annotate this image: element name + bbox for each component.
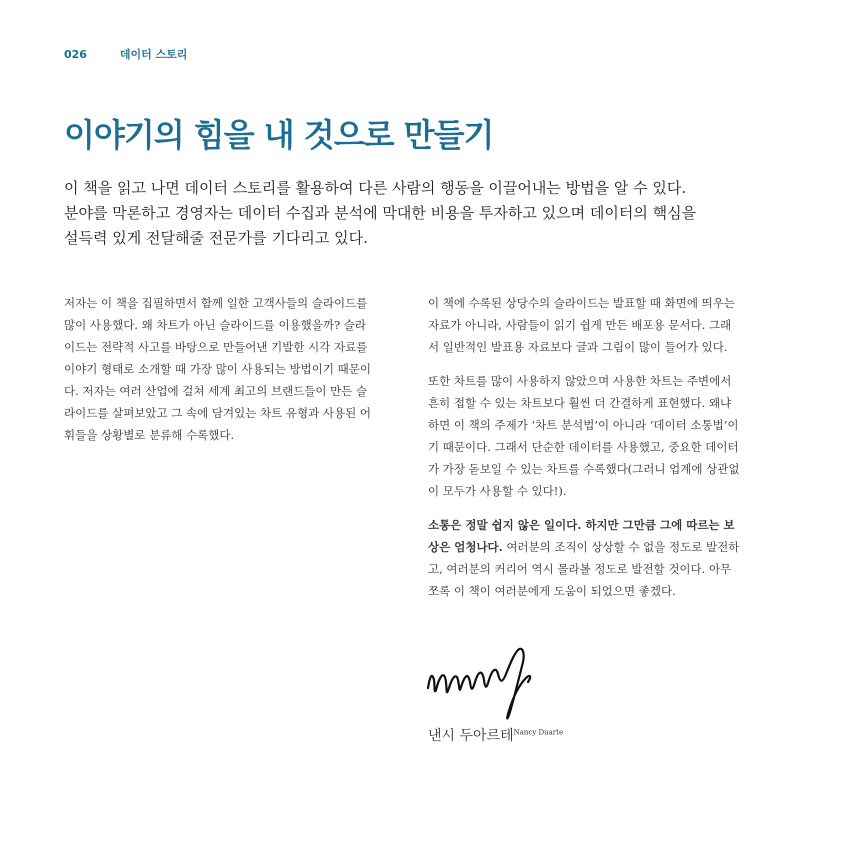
text-line: 이 책에 수록된 상당수의 슬라이드는 발표할 때 화면에 띄우는: [428, 296, 735, 310]
text-line: 이야기 형태로 소개할 때 가장 많이 사용되는 방법이기 때문이: [64, 362, 371, 376]
right-paragraph-3: [428, 514, 768, 602]
author-name-korean: 낸시 두아르테: [428, 728, 514, 744]
right-paragraph-1: [428, 292, 768, 358]
page-header: [64, 46, 187, 62]
handwritten-signature: [422, 638, 542, 723]
author-name-english: Nancy Duarte: [513, 728, 564, 737]
right-column: [428, 292, 768, 614]
signature-name: [428, 725, 563, 745]
left-column: [64, 292, 404, 458]
section-name: 데이터 스토리: [119, 48, 188, 61]
right-paragraph-2: [428, 370, 768, 502]
text-line: 이 모두가 사용할 수 있다!).: [428, 484, 567, 498]
text-line: [428, 514, 768, 536]
text-line: 다. 저자는 여러 산업에 걸쳐 세계 최고의 브랜드들이 만든 슬: [64, 384, 368, 398]
page-number: 026: [64, 48, 87, 61]
text-line: 하면 이 책의 주제가 ‘차트 분석법’이 아니라 ‘데이터 소통법’이: [428, 418, 739, 432]
text-line: 이드는 전략적 사고를 바탕으로 만들어낸 기발한 시각 자료를: [64, 340, 368, 354]
text-line: 가 가장 돋보일 수 있는 차트를 수록했다(그러니 업계에 상관없: [428, 462, 740, 476]
text-line: 또한 차트를 많이 사용하지 않았으며 사용한 차트는 주변에서: [428, 374, 732, 388]
left-paragraph: [64, 292, 404, 446]
lead-line: 설득력 있게 전달해줄 전문가를 기다리고 있다.: [64, 229, 368, 247]
page-title: 이야기의 힘을 내 것으로 만들기: [64, 116, 494, 154]
text-line: 기 때문이다. 그래서 단순한 데이터를 사용했고, 중요한 데이터: [428, 440, 739, 454]
text-line: 서 일반적인 발표용 자료보다 글과 그림이 많이 들어가 있다.: [428, 340, 728, 354]
lead-line: 이 책을 읽고 나면 데이터 스토리를 활용하여 다른 사람의 행동을 이끌어내는 방법을 알 수 있다.: [64, 179, 687, 197]
emphasis-text: 소통은 정말 쉽지 않은 일이다. 하지만 그만큼 그에 따르는 보: [428, 518, 735, 532]
text-line: [428, 536, 768, 558]
lead-line: 분야를 막론하고 경영자는 데이터 수집과 분석에 막대한 비용을 투자하고 있으며 데이터의 핵심을: [64, 204, 697, 222]
text-line: 저자는 이 책을 집필하면서 함께 일한 고객사들의 슬라이드를: [64, 296, 368, 310]
text-line: 고, 여러분의 커리어 역시 몰라볼 정도로 발전할 것이다. 아무: [428, 562, 732, 576]
emphasis-text: 상은 엄청나다.: [428, 540, 503, 554]
text-line: 흔히 접할 수 있는 차트보다 훨씬 더 간결하게 표현했다. 왜냐: [428, 396, 732, 410]
text-line: 많이 사용했다. 왜 차트가 아닌 슬라이드를 이용했을까? 슬라: [64, 318, 367, 332]
lead-paragraph: [64, 176, 704, 251]
text-line: 자료가 아니라, 사람들이 읽기 쉽게 만든 배포용 문서다. 그래: [428, 318, 732, 332]
text-line: 쪼록 이 책이 여러분에게 도움이 되었으면 좋겠다.: [428, 584, 676, 598]
text-line: 휘들을 상황별로 분류해 수록했다.: [64, 428, 235, 442]
text-fragment: 여러분의 조직이 상상할 수 없을 정도로 발전하: [502, 540, 740, 554]
text-line: 라이드를 살펴보았고 그 속에 담겨있는 차트 유형과 사용된 어: [64, 406, 371, 420]
